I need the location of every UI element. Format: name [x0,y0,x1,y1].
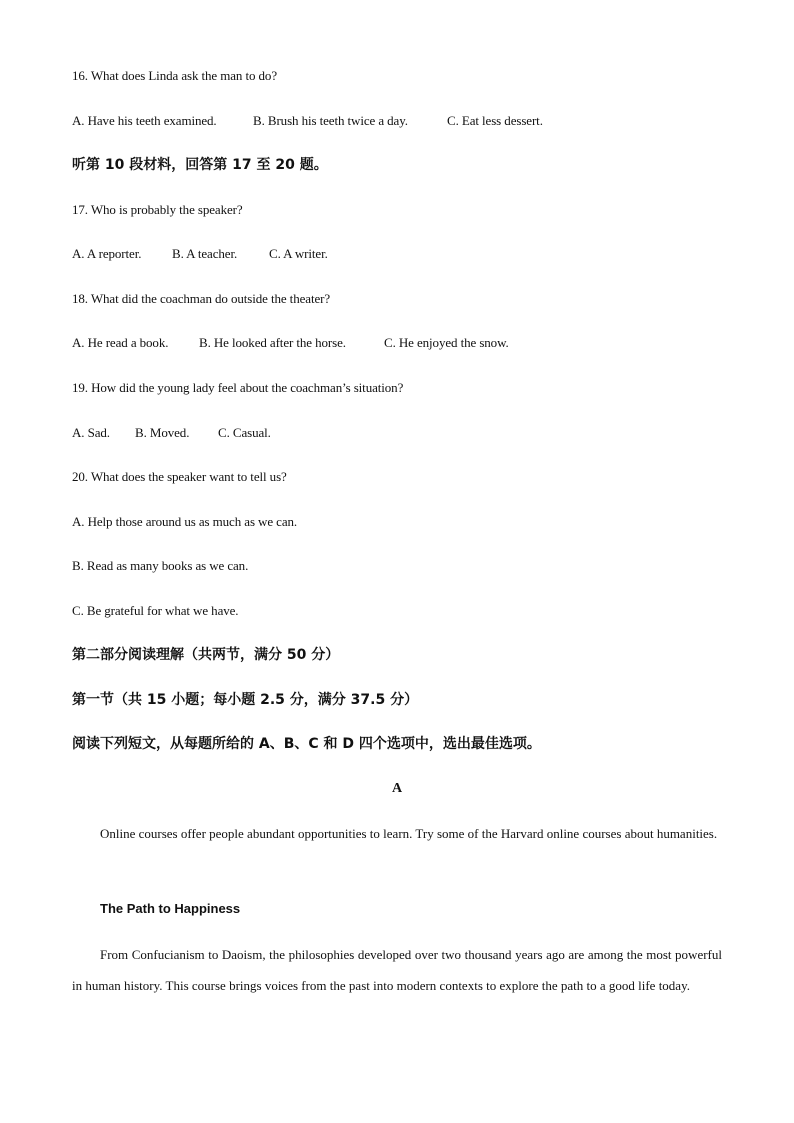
question-17-options [72,246,328,262]
option-b: B. Brush his teeth twice a day. [253,113,408,128]
question-20: 20. What does the speaker want to tell us? [72,469,287,484]
option-b: B. A teacher. [172,246,238,261]
option-c: C. Eat less dessert. [447,113,543,128]
option-c: C. Casual. [218,425,271,440]
listening-section-heading: 听第 10 段材料，回答第 17 至 20 题。 [72,157,328,173]
question-18-options [72,335,509,351]
part-two-heading: 第二部分阅读理解（共两节，满分 50 分） [72,647,340,663]
option-c: C. He enjoyed the snow. [384,335,509,350]
option-a: A. He read a book. [72,335,169,350]
option-b: B. Moved. [135,425,190,440]
question-18: 18. What did the coachman do outside the theater? [72,291,331,306]
reading-instruction: 阅读下列短文，从每题所给的 A、B、C 和 D 四个选项中，选出最佳选项。 [72,736,541,752]
question-19-options [72,425,271,441]
option-a: A. Have his teeth examined. [72,113,217,128]
question-16-options [72,113,543,129]
course-description: From Confucianism to Daoism, the philosophies developed over two thousand years ago are among the most powerful in human history. This course brings voices from the past into modern contexts to explore the path to a good life today. [72,947,722,993]
passage-intro: Online courses offer people abundant opportunities to learn. Try some of the Harvard online courses about humanities. [100,826,718,841]
option-a: A. A reporter. [72,246,142,261]
question-20-option-a: A. Help those around us as much as we can. [72,514,298,529]
question-16: 16. What does Linda ask the man to do? [72,68,277,83]
question-20-option-c: C. Be grateful for what we have. [72,603,239,618]
question-20-option-b: B. Read as many books as we can. [72,558,249,573]
option-a: A. Sad. [72,425,110,440]
passage-label: A [391,781,403,796]
course-title: The Path to Happiness [100,901,241,916]
question-17: 17. Who is probably the speaker? [72,202,243,217]
option-c: C. A writer. [269,246,328,261]
section-one-heading: 第一节（共 15 小题；每小题 2.5 分，满分 37.5 分） [72,692,419,708]
option-b: B. He looked after the horse. [199,335,346,350]
question-19: 19. How did the young lady feel about the coachman’s situation? [72,380,404,395]
